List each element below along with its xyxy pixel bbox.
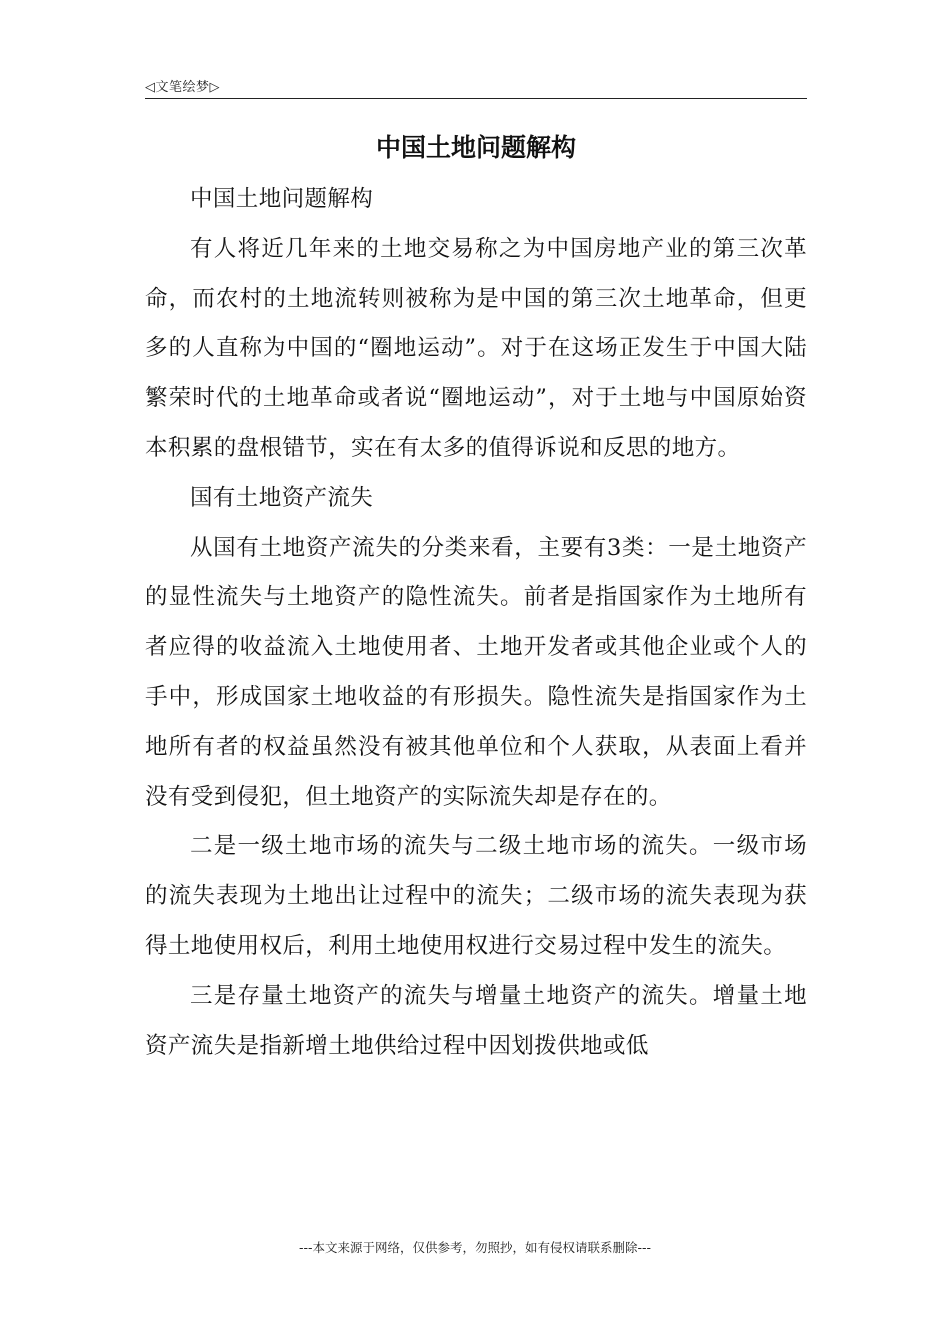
document-body	[145, 175, 807, 1071]
document-title: 中国土地问题解构	[375, 133, 576, 162]
page-header	[145, 74, 807, 99]
paragraph-category-two: 二是一级土地市场的流失与二级土地市场的流失。一级市场的流失表现为土地出让过程中的流失；二级市场的流失表现为获得土地使用权后，利用土地使用权进行交易过程中发生的流失。	[145, 833, 807, 959]
paragraph-subtitle: 中国土地问题解构	[190, 186, 374, 212]
paragraph-intro: 有人将近几年来的土地交易称之为中国房地产业的第三次革命，而农村的土地流转则被称为是中国的第三次土地革命，但更多的人直称为中国的“圈地运动”。对于在这场正发生于中国大陆繁荣时代的土地革命或者说“圈地运动”，对于土地与中国原始资本积累的盘根错节，实在有太多的值得诉说和反思的地方。	[145, 235, 807, 461]
page-footer-disclaimer: ---本文来源于网络，仅供参考，勿照抄，如有侵权请联系删除---	[298, 1240, 652, 1255]
paragraph-section-heading: 国有土地资产流失	[190, 484, 374, 511]
paragraph-category-one: 从国有土地资产流失的分类来看，主要有3类：一是土地资产的显性流失与土地资产的隐性流失。前者是指国家作为土地所有者应得的收益流入土地使用者、土地开发者或其他企业或个人的手中，形成国家土地收益的有形损失。隐性流失是指国家作为土地所有者的权益虽然没有被其他单位和个人获取，从表面上看并没有受到侵犯，但土地资产的实际流失却是存在的。	[145, 534, 807, 810]
paragraph-category-three: 三是存量土地资产的流失与增量土地资产的流失。增量土地资产流失是指新增土地供给过程中因划拨供地或低	[145, 982, 807, 1059]
header-brand-text: ◁文笔绘梦▷	[145, 80, 220, 95]
